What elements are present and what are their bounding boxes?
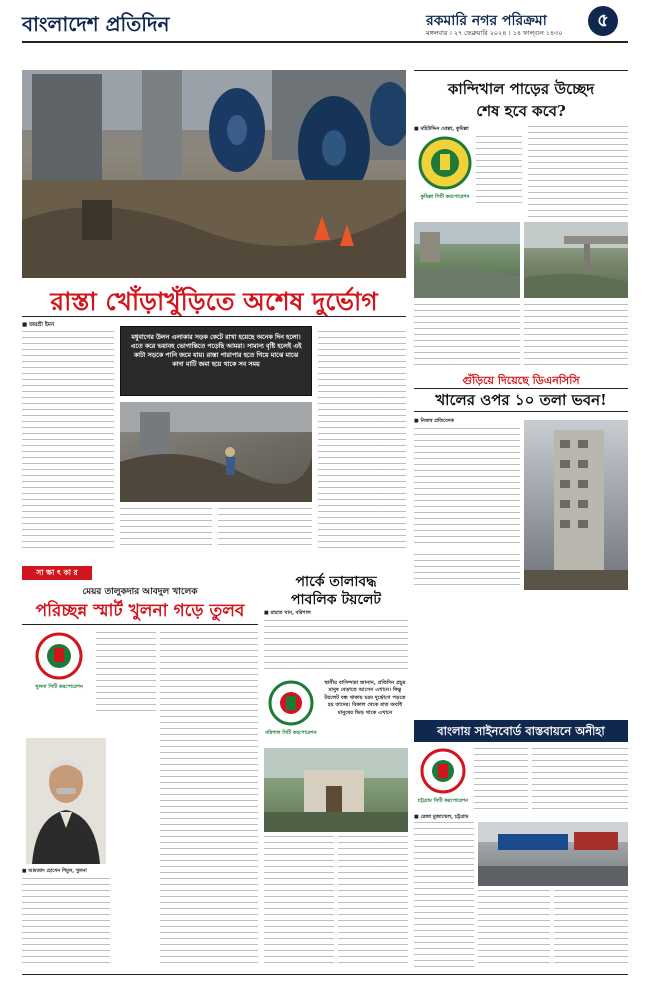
- dncc-kicker: গুঁড়িয়ে দিয়েছে ডিএনসিসি: [462, 374, 580, 387]
- chattogram-photo: [478, 822, 628, 886]
- kandirpar-bottom-column-1: [414, 304, 520, 366]
- lead-quote-box: [120, 326, 312, 396]
- lead-column-3: [120, 508, 212, 549]
- chattogram-headline: বাংলায় সাইনবোর্ড বাস্তবায়নে অনীহা: [437, 724, 605, 738]
- kandirpar-right-column: [528, 126, 628, 222]
- lead-byline: ■ জয়শ্রী ইমন: [22, 322, 55, 328]
- lead-photo: [22, 70, 406, 278]
- kandirpar-top-rule: [414, 70, 628, 71]
- barishal-photo: [264, 748, 408, 832]
- masthead-rule: [22, 41, 628, 43]
- interview-headline: পরিচ্ছন্ন স্মার্ট খুলনা গড়ে তুলব: [35, 601, 245, 621]
- footer-rule: [22, 974, 628, 975]
- chattogram-column-1: [414, 822, 474, 968]
- cumilla-city-corporation-logo: [418, 136, 472, 190]
- paper-name: বাংলাদেশ প্রতিদিন: [22, 12, 170, 36]
- chattogram-city-corporation-logo: [420, 748, 466, 794]
- interview-person: মেয়র তালুকদার আবদুল খালেক: [82, 587, 198, 597]
- dncc-column-1: [414, 428, 520, 548]
- barishal-headline-1: পার্কে তালাবদ্ধ: [295, 574, 377, 590]
- barishal-byline: ■ রাহাত খান, বরিশাল: [264, 610, 311, 616]
- lead-column-4: [218, 508, 312, 549]
- lead-second-photo: [120, 402, 312, 502]
- chattogram-byline: ■ রেজা মুজাম্মেল, চট্টগ্রাম: [414, 814, 469, 820]
- barishal-headline-2: পাবলিক টয়লেট: [290, 592, 382, 608]
- dncc-headline: খালের ওপর ১০ তলা ভবন!: [435, 391, 607, 409]
- kandirpar-logo-badge: [418, 136, 472, 208]
- barishal-top-text: [264, 620, 408, 674]
- barishal-column-1: [264, 836, 334, 968]
- bridge-illustration: [524, 222, 628, 298]
- canal-illustration: [414, 222, 520, 298]
- kandirpar-intro-text: [476, 136, 522, 208]
- kandirpar-byline: ■ মহিউদ্দিন মোল্লা, কুমিল্লা: [414, 126, 469, 132]
- lead-rule: [22, 316, 406, 317]
- lead-quote: মধুবাগের উলন এলাকার সড়ক কেটে রাখা হয়েছে অনেক দিন হলো। এতে করে ভয়াবহ ভোগান্তিতে পড়েছি আমরা। সামান্য বৃষ্টি হলেই এই কাটা সড়কে পানি জমে যায়। রাস্তা পারাপার হতে গিয়ে মাঝে মাঝে কাদা মাটি জমা হয়ে থাকে সব সময়: [130, 334, 302, 368]
- khulna-city-corporation-logo: [35, 632, 83, 680]
- chattogram-headline-box: [414, 720, 628, 742]
- date-line: মঙ্গলবার । ২৭ ফেব্রুয়ারি ২০২৪ । ১৪ ফাল্গুন ১৪৩০: [426, 29, 563, 37]
- lead-headline: রাস্তা খোঁড়াখুঁড়িতে অশেষ দুর্ভোগ: [50, 287, 378, 316]
- chattogram-logo-badge: [416, 748, 470, 810]
- building-demolition-illustration: [524, 420, 628, 590]
- masthead: [0, 0, 650, 44]
- barishal-column-2: [338, 836, 408, 968]
- lead-column-1: [22, 331, 114, 549]
- interview-tag: সা ক্ষা ৎ কা র: [22, 566, 92, 580]
- paper-logo: [22, 10, 169, 43]
- barishal-quote: স্থানীয় বাসিন্দারা জানান, প্রতিদিন প্রচুর মানুষ বেড়াতে আসেন এখানে। কিন্তু টয়লেট বন্ধ থাকায় চরম দুর্ভোগে পড়তে হয় তাদের। বিকাল থেকে রাত অবধি মানুষের ভিড় থাকে এখানে: [324, 680, 406, 716]
- dncc-photo: [524, 420, 628, 590]
- construction-site-illustration: [22, 70, 406, 278]
- dncc-column-2: [414, 554, 520, 590]
- signboard-illustration: [478, 822, 628, 886]
- kandirpar-headline-1: কান্দিখাল পাড়ের উচ্ছেদ: [447, 80, 595, 98]
- chattogram-right-text: [532, 748, 628, 810]
- mayor-portrait-illustration: [26, 738, 106, 864]
- lead-column-2: [318, 331, 406, 549]
- road-digging-illustration: [120, 402, 312, 502]
- kandirpar-photo-left: [414, 222, 520, 298]
- dncc-byline: ■ নিজস্ব প্রতিবেদক: [414, 418, 454, 424]
- chattogram-column-3: [554, 890, 628, 968]
- barishal-logo-badge: [264, 680, 318, 742]
- interview-column-1: [22, 878, 110, 968]
- section-title: রকমারি নগর পরিক্রমা: [426, 13, 547, 29]
- dncc-headline-box: [414, 388, 628, 412]
- chattogram-logo-caption: চট্টগ্রাম সিটি করপোরেশন: [418, 798, 468, 804]
- interview-portrait: [26, 738, 106, 864]
- chattogram-column-2: [478, 890, 550, 968]
- barishal-city-corporation-logo: [268, 680, 314, 726]
- kandirpar-bottom-column-2: [524, 304, 628, 366]
- interview-rule: [22, 624, 258, 625]
- interview-intro-text: [96, 632, 156, 712]
- interview-photo-caption: ■ আমজাদ হোসেন শিমুল, খুলনা: [22, 869, 87, 874]
- kandirpar-photo-right: [524, 222, 628, 298]
- kandirpar-headline-2: শেষ হবে কবে?: [476, 102, 566, 120]
- park-toilet-illustration: [264, 748, 408, 832]
- interview-column-2: [160, 632, 258, 968]
- chattogram-intro-text: [474, 748, 528, 810]
- page-number: ৫: [588, 6, 618, 36]
- interview-logo-caption: খুলনা সিটি করপোরেশন: [35, 684, 83, 690]
- kandirpar-logo-caption: কুমিল্লা সিটি করপোরেশন: [420, 194, 470, 200]
- barishal-logo-caption: বরিশাল সিটি করপোরেশন: [265, 730, 317, 736]
- interview-logo-badge: [26, 632, 92, 696]
